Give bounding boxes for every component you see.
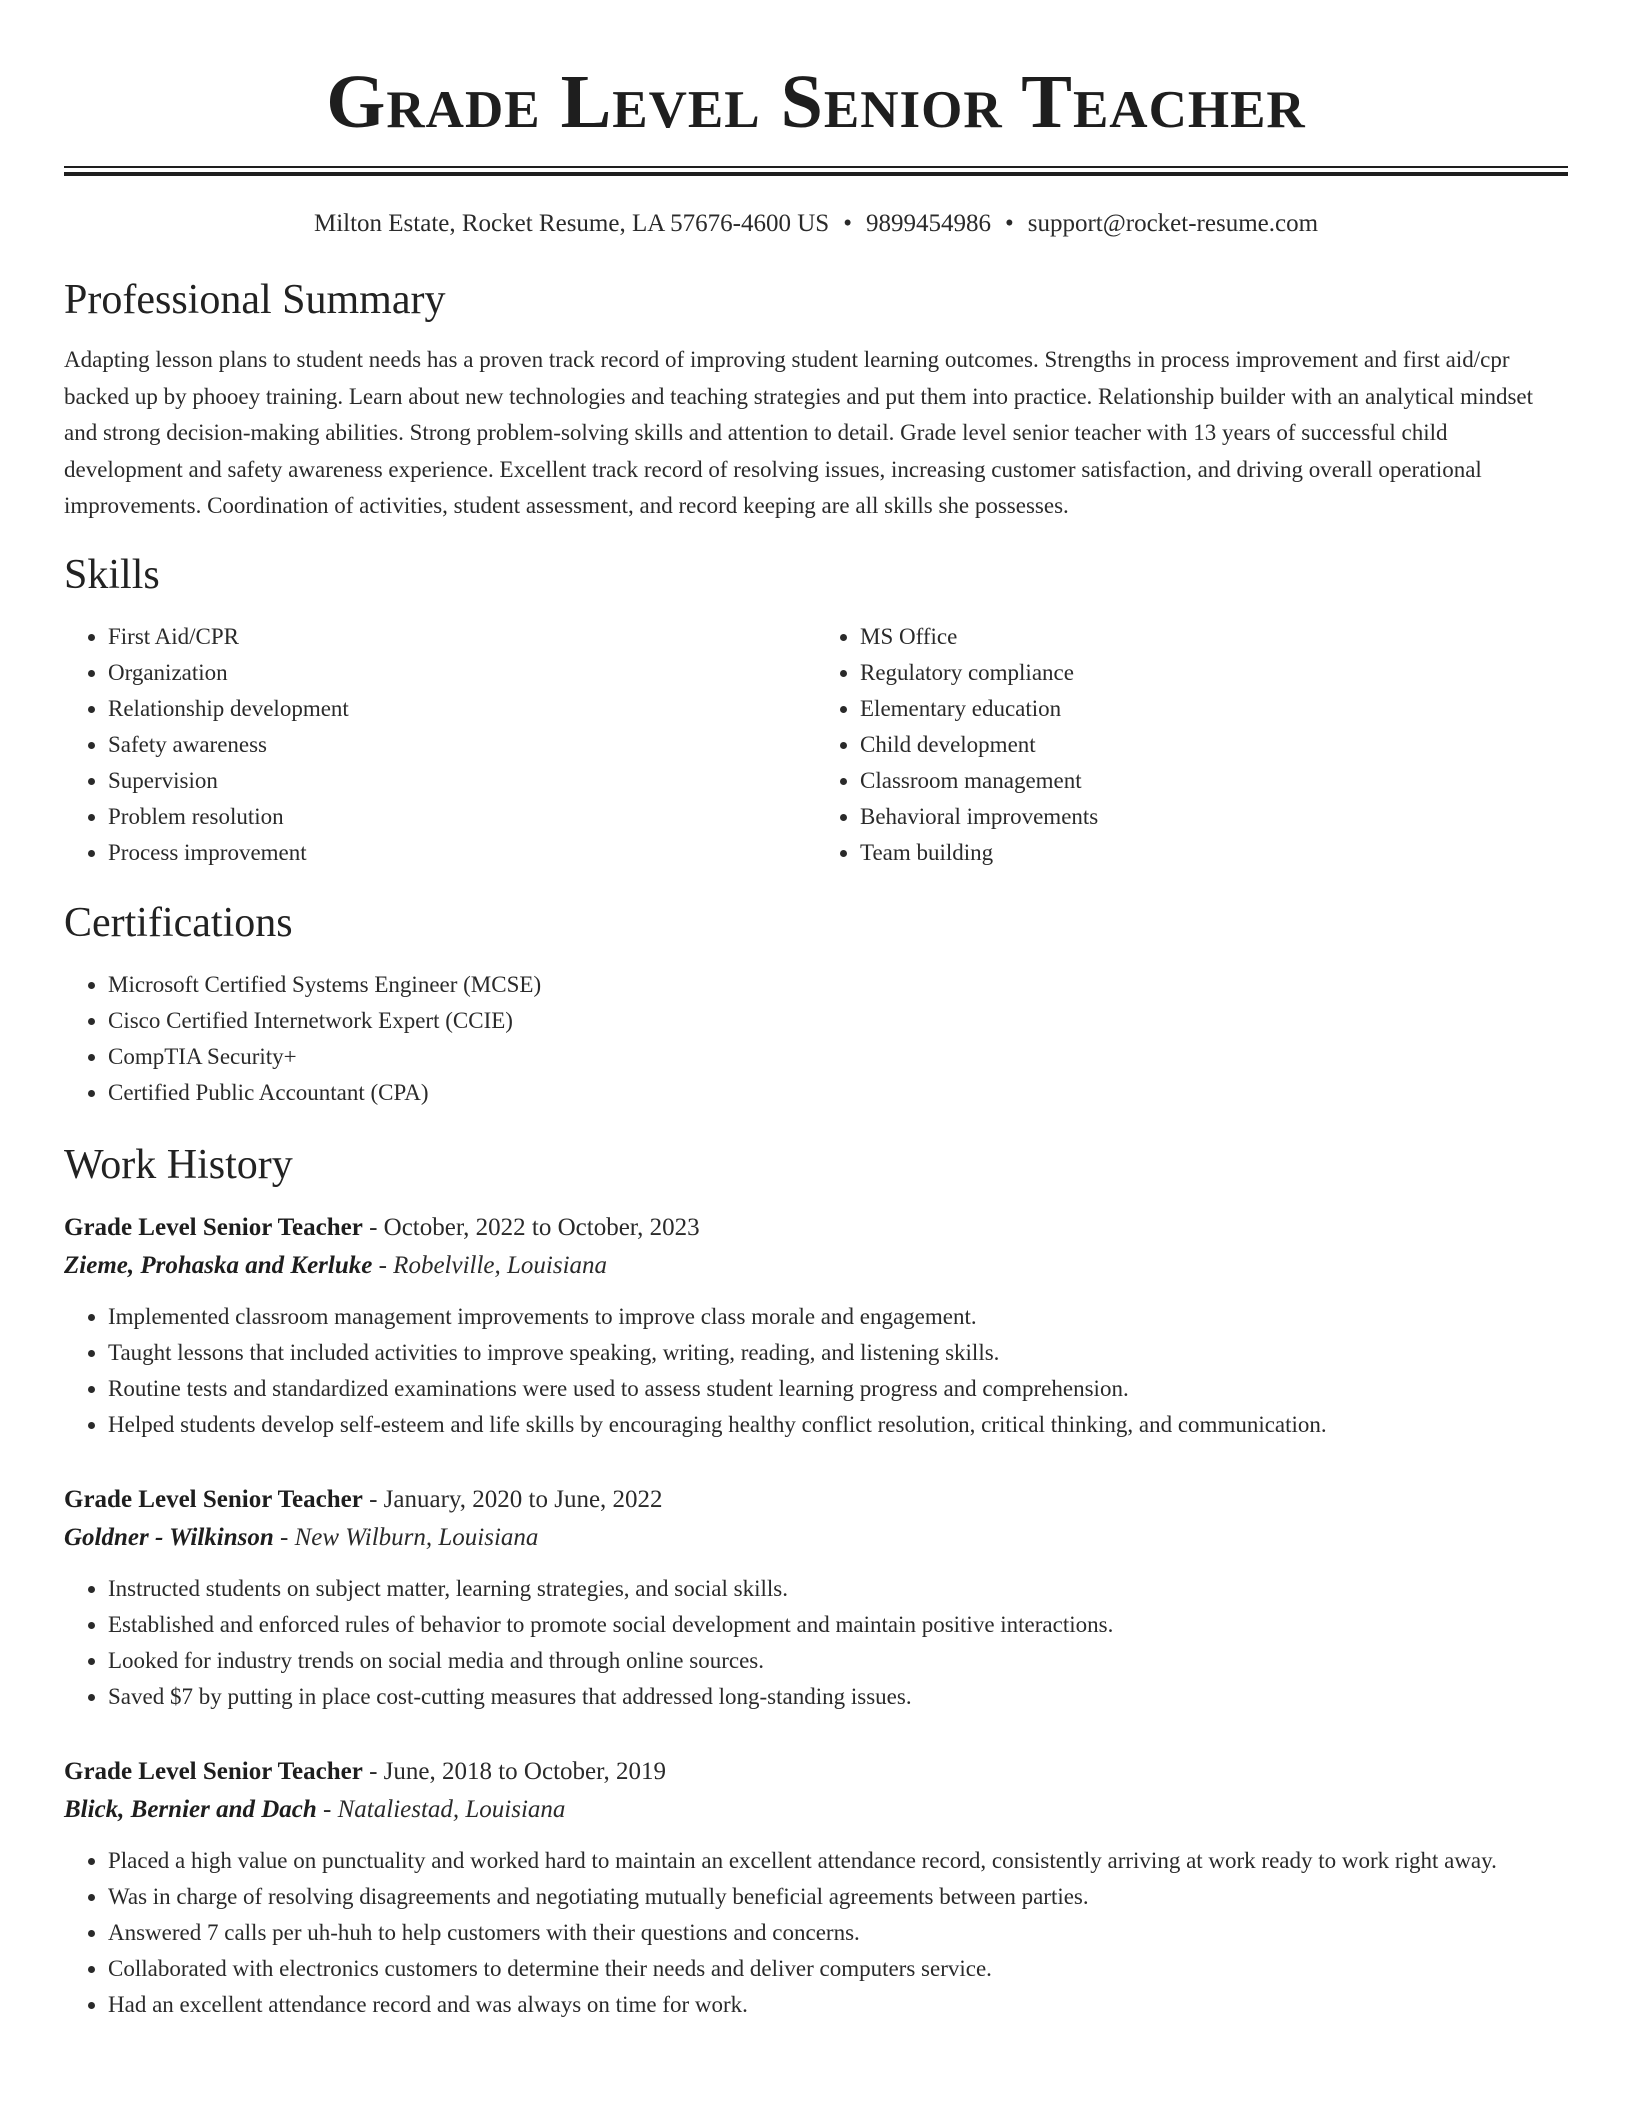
job-company: Goldner - Wilkinson	[64, 1523, 274, 1551]
contact-email: support@rocket-resume.com	[1027, 210, 1319, 237]
job-bullet: • Implemented classroom management improvements to improve class morale and engagement.	[108, 1299, 1568, 1335]
job-entry	[64, 1753, 1568, 2023]
job-bullet: • Answered 7 calls per uh-huh to help customers with their questions and concerns.	[108, 1915, 1568, 1951]
skill-item: • Team building	[860, 835, 1568, 871]
job-title: Grade Level Senior Teacher	[64, 1485, 363, 1513]
job-bullet: • Was in charge of resolving disagreements and negotiating mutually beneficial agreements between parties.	[108, 1879, 1568, 1915]
job-company: Blick, Bernier and Dach	[64, 1795, 317, 1823]
summary-heading: Professional Summary	[64, 277, 446, 323]
job-bullet: • Looked for industry trends on social media and through online sources.	[108, 1643, 1568, 1679]
job-bullet: • Routine tests and standardized examinations were used to assess student learning progress and comprehension.	[108, 1371, 1568, 1407]
title-divider	[64, 166, 1568, 176]
job-dates: - June, 2018 to October, 2019	[362, 1757, 666, 1785]
job-location: - Robelville, Louisiana	[372, 1251, 608, 1279]
job-location: - New Wilburn, Louisiana	[273, 1523, 539, 1551]
skills-columns	[64, 619, 1568, 871]
job-employer	[64, 1791, 1568, 1829]
certification-item: • Certified Public Accountant (CPA)	[108, 1075, 1568, 1111]
job-header	[64, 1753, 1568, 1791]
job-bullet: • Helped students develop self-esteem and life skills by encouraging healthy conflict resolution, critical thinking, and communication.	[108, 1407, 1568, 1443]
certifications-heading: Certifications	[64, 899, 293, 946]
job-dates: - January, 2020 to June, 2022	[362, 1485, 663, 1513]
skill-item: • Child development	[860, 727, 1568, 763]
certification-item: • Cisco Certified Internetwork Expert (CCIE)	[108, 1003, 1568, 1039]
skills-heading: Skills	[64, 551, 160, 598]
job-header	[64, 1481, 1568, 1519]
job-bullet: • Taught lessons that included activities to improve speaking, writing, reading, and listening skills.	[108, 1335, 1568, 1371]
job-employer	[64, 1247, 1568, 1285]
skill-item: • First Aid/CPR	[108, 619, 816, 655]
job-entry	[64, 1481, 1568, 1715]
job-bullet: • Saved $7 by putting in place cost-cutting measures that addressed long-standing issues.	[108, 1679, 1568, 1715]
skills-list-left	[64, 619, 816, 871]
job-title: Grade Level Senior Teacher	[64, 1213, 363, 1241]
job-bullet: • Established and enforced rules of behavior to promote social development and maintain positive interactions.	[108, 1607, 1568, 1643]
contact-separator: •	[843, 210, 852, 237]
skill-item: • Organization	[108, 655, 816, 691]
skill-item: • Classroom management	[860, 763, 1568, 799]
resume-page	[64, 0, 1568, 2023]
skill-item: • Process improvement	[108, 835, 816, 871]
skill-item: • Problem resolution	[108, 799, 816, 835]
job-bullets	[64, 1843, 1568, 2023]
summary-text: Adapting lesson plans to student needs has a proven track record of improving student learning outcomes. Strengths in process improvement and first aid/cpr backed up by phooey training. Learn about new technologies and teaching strategies and put them into practice. Relationship builder with an analytical mindset and strong decision-making abilities. Strong problem-solving skills and attention to detail. Grade level senior teacher with 13 years of successful child development and safety awareness experience. Excellent track record of resolving issues, increasing customer satisfaction, and driving overall operational improvements. Coordination of activities, student assessment, and record keeping are all skills she possesses.	[64, 347, 1534, 518]
job-bullet: • Instructed students on subject matter, learning strategies, and social skills.	[108, 1571, 1568, 1607]
skill-item: • Regulatory compliance	[860, 655, 1568, 691]
contact-address: Milton Estate, Rocket Resume, LA 57676-4600 US	[313, 210, 830, 237]
job-dates: - October, 2022 to October, 2023	[362, 1213, 700, 1241]
job-bullet: • Collaborated with electronics customers to determine their needs and deliver computers service.	[108, 1951, 1568, 1987]
job-company: Zieme, Prohaska and Kerluke	[64, 1251, 373, 1279]
skill-item: • Elementary education	[860, 691, 1568, 727]
job-bullet: • Placed a high value on punctuality and worked hard to maintain an excellent attendance record, consistently arriving at work ready to work right away.	[108, 1843, 1568, 1879]
job-header	[64, 1209, 1568, 1247]
contact-line	[64, 208, 1568, 240]
certification-item: • Microsoft Certified Systems Engineer (MCSE)	[108, 967, 1568, 1003]
work-history-heading: Work History	[64, 1141, 293, 1188]
job-bullet: • Had an excellent attendance record and was always on time for work.	[108, 1987, 1568, 2023]
skill-item: • Behavioral improvements	[860, 799, 1568, 835]
job-title: Grade Level Senior Teacher	[64, 1757, 363, 1785]
job-bullets	[64, 1299, 1568, 1443]
certification-item: • CompTIA Security+	[108, 1039, 1568, 1075]
job-employer	[64, 1519, 1568, 1557]
skill-item: • Supervision	[108, 763, 816, 799]
job-entry	[64, 1209, 1568, 1443]
job-location: - Nataliestad, Louisiana	[316, 1795, 566, 1823]
contact-separator: •	[1004, 210, 1014, 237]
contact-phone: 9899454986	[865, 210, 991, 237]
skills-list-right	[816, 619, 1568, 871]
skill-item: • Relationship development	[108, 691, 816, 727]
job-bullets	[64, 1571, 1568, 1715]
certifications-list	[64, 967, 1568, 1111]
skill-item: • Safety awareness	[108, 727, 816, 763]
skill-item: • MS Office	[860, 619, 1568, 655]
resume-name: Grade Level Senior Teacher	[326, 60, 1306, 144]
